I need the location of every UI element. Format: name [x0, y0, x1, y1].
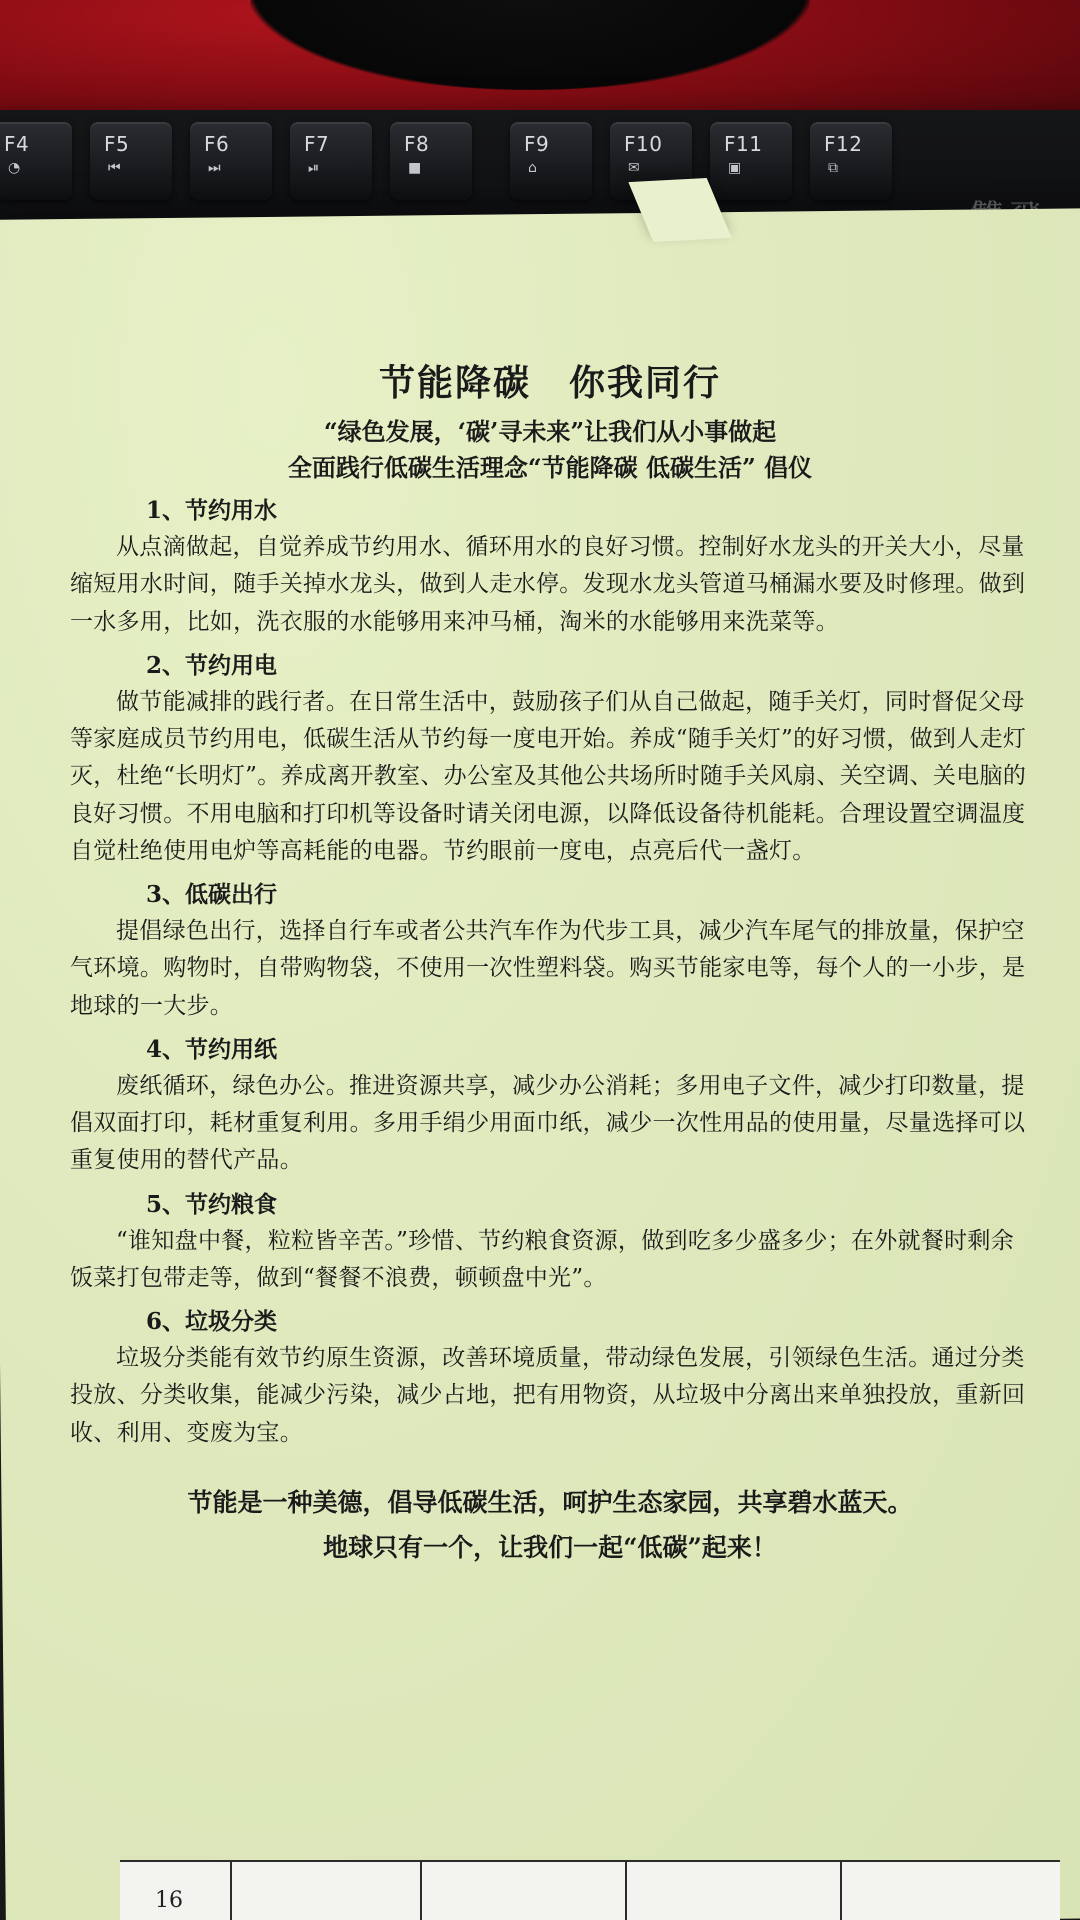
computer-icon: ▣	[728, 160, 742, 176]
section-text: “谁知盘中餐，粒粒皆辛苦。”珍惜、节约粮食资源，做到吃多少盛多少；在外就餐时剩余饭菜打包带走等，做到“餐餐不浪费，顿顿盘中光”。	[70, 1227, 1015, 1291]
section-text: 废纸循环，绿色办公。推进资源共享，减少办公消耗；多用电子文件，减少打印数量，提倡双面打印，耗材重复利用。多用手绢少用面巾纸，减少一次性用品的使用量，尽量选择可以重复使用的替代产品。	[70, 1072, 1026, 1174]
table-gridline	[840, 1862, 842, 1920]
section-heading: 1、节约用水	[146, 497, 278, 524]
section-water	[70, 492, 1030, 641]
table-gridline	[230, 1862, 232, 1920]
section-heading: 6、垃圾分类	[146, 1308, 278, 1335]
key-label: F8	[404, 132, 430, 156]
key-label: F11	[724, 132, 763, 156]
section-low-carbon-travel	[70, 876, 1030, 1025]
table-gridline	[420, 1862, 422, 1920]
key-f9[interactable]	[510, 122, 592, 200]
document-subtitle-1: “绿色发展，‘碳’寻未来”让我们从小事做起	[323, 417, 777, 446]
key-f11[interactable]	[710, 122, 792, 200]
document	[70, 355, 1030, 1570]
section-electricity	[70, 647, 1030, 870]
section-text: 从点滴做起，自觉养成节约用水、循环用水的良好习惯。控制好水龙头的开关大小，尽量缩短用水时间，随手关掉水龙头，做到人走水停。发现水龙头管道马桶漏水要及时修理。做到一水多用，比如，洗衣服的水能够用来冲马桶，淘米的水能够用来洗菜等。	[70, 534, 1026, 635]
key-f12[interactable]	[810, 122, 892, 200]
section-text: 做节能减排的践行者。在日常生活中，鼓励孩子们从自己做起，随手关灯，同时督促父母等家庭成员节约用电，低碳生活从节约每一度电开始。养成“随手关灯”的好习惯，做到人走灯灭，杜绝“长明灯”。养成离开教室、办公室及其他公共场所时随手关风扇、关空调、关电脑的良好习惯。不用电脑和打印机等设备时请关闭电源，以降低设备待机能耗。合理设置空调温度自觉杜绝使用电炉等高耗能的电器。节约眼前一度电，点亮后代一盏灯。	[70, 688, 1027, 864]
document-subtitle-2: 全面践行低碳生活理念“节能降碳 低碳生活” 倡仪	[287, 453, 813, 482]
previous-track-icon: ⏮	[108, 160, 121, 176]
key-label: F10	[624, 132, 663, 156]
document-title: 节能降碳 你我同行	[378, 362, 721, 404]
key-f5[interactable]	[90, 122, 172, 200]
key-icon: ◔	[8, 160, 21, 176]
next-track-icon: ⏭	[208, 160, 221, 176]
table-gridline	[625, 1862, 627, 1920]
stop-icon: ■	[408, 160, 422, 176]
key-label: F9	[524, 132, 550, 156]
key-label: F4	[4, 132, 30, 156]
section-text: 提倡绿色出行，选择自行车或者公共汽车作为代步工具，减少汽车尾气的排放量，保护空气环境。购物时，自带购物袋，不使用一次性塑料袋。购买节能家电等，每个人的一小步，是地球的一大步。	[70, 918, 1026, 1019]
key-f6[interactable]	[190, 122, 272, 200]
folder-icon: ⧉	[828, 160, 838, 176]
closing-statement	[70, 1480, 1030, 1570]
key-f7[interactable]	[290, 122, 372, 200]
page-number: 16	[155, 1888, 183, 1913]
section-text: 垃圾分类能有效节约原生资源，改善环境质量，带动绿色发展，引领绿色生活。通过分类投放、分类收集，能减少污染，减少占地，把有用物资，从垃圾中分离出来单独投放，重新回收、利用、变废为宝。	[70, 1345, 1026, 1446]
play-pause-icon: ⏯	[308, 160, 320, 176]
section-heading: 4、节约用纸	[146, 1035, 278, 1063]
underlying-sheet	[120, 1860, 1060, 1920]
key-label: F7	[304, 132, 330, 156]
key-label: F6	[204, 132, 230, 156]
key-f8[interactable]	[390, 122, 472, 200]
closing-line-1: 节能是一种美德，倡导低碳生活，呵护生态家园，共享碧水蓝天。	[187, 1487, 913, 1517]
section-paper	[70, 1031, 1030, 1180]
section-heading: 2、节约用电	[146, 651, 278, 679]
home-icon: ⌂	[528, 160, 537, 176]
section-heading: 5、节约粮食	[146, 1190, 278, 1218]
key-label: F12	[824, 132, 863, 156]
section-garbage-sorting	[70, 1303, 1030, 1452]
section-heading: 3、低碳出行	[146, 881, 278, 908]
section-food	[70, 1186, 1030, 1298]
key-label: F5	[104, 132, 130, 156]
mail-icon: ✉	[628, 160, 640, 176]
key-f4[interactable]	[0, 122, 72, 200]
closing-line-2: 地球只有一个，让我们一起“低碳”起来！	[323, 1532, 777, 1562]
